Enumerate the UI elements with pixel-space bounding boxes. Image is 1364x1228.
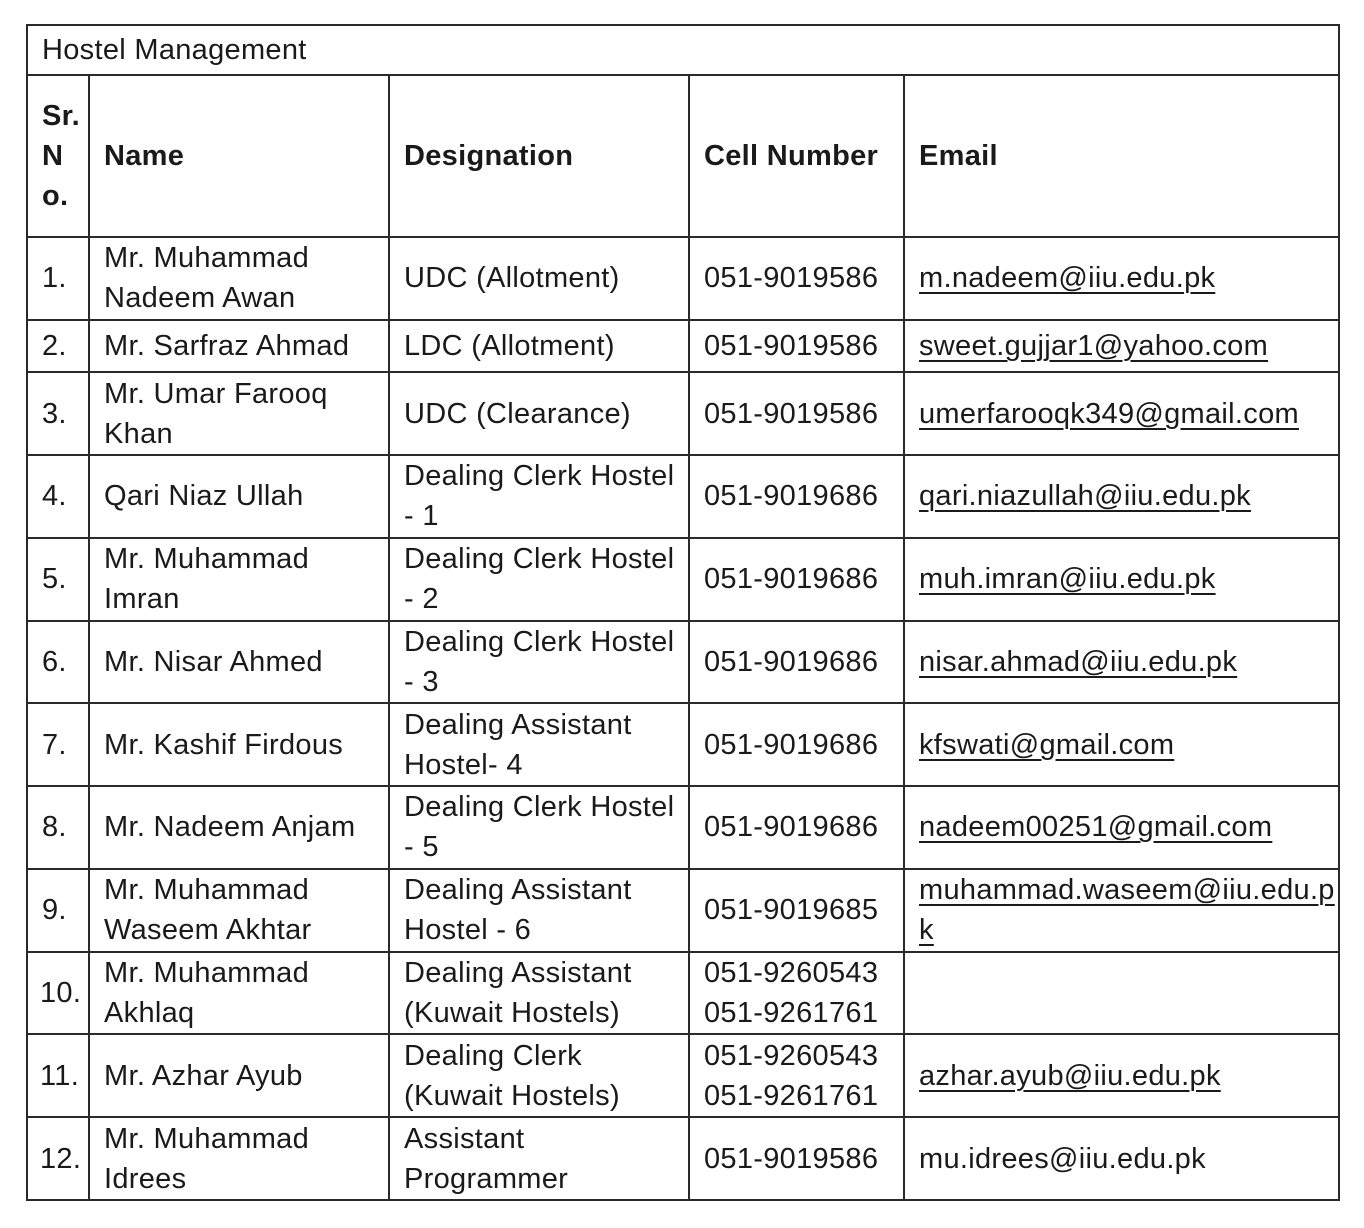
row-sr: 5. [27,538,89,621]
row-phone [689,237,904,320]
row-name: Mr. Umar Farooq Khan [89,372,389,455]
row-phone [689,786,904,869]
row-phone [689,952,904,1035]
table-row [27,621,1339,704]
row-email [904,1034,1339,1117]
table-row [27,869,1339,952]
table-row [27,952,1339,1035]
phone-number: 051-9019586 [704,262,879,295]
email-link[interactable]: nadeem00251@gmail.com [919,811,1273,844]
row-designation: Dealing Assistant Hostel - 6 [389,869,689,952]
email-link[interactable]: qari.niazullah@iiu.edu.pk [919,480,1251,513]
row-name: Mr. Muhammad Idrees [89,1117,389,1200]
row-phone [689,1117,904,1200]
phone-number: 051-9019686 [704,480,879,513]
row-email [904,1117,1339,1200]
row-designation: Dealing Clerk Hostel - 3 [389,621,689,704]
row-phone [689,1034,904,1117]
phone-number: 051-9019686 [704,563,879,596]
row-sr: 4. [27,455,89,538]
row-designation: UDC (Allotment) [389,237,689,320]
row-email [904,237,1339,320]
phone-number-secondary: 051-9261761 [704,1079,879,1112]
row-designation: UDC (Clearance) [389,372,689,455]
row-name: Mr. Azhar Ayub [89,1034,389,1117]
row-name: Mr. Muhammad Waseem Akhtar [89,869,389,952]
row-sr: 8. [27,786,89,869]
row-name: Mr. Muhammad Nadeem Awan [89,237,389,320]
row-email [904,786,1339,869]
staff-table [26,24,1340,1201]
table-row [27,786,1339,869]
hostel-management-sheet [26,24,1338,1201]
phone-number: 051-9019685 [704,894,879,927]
row-name: Mr. Muhammad Akhlaq [89,952,389,1035]
row-email [904,372,1339,455]
row-sr: 10. [27,952,89,1035]
header-name: Name [89,75,389,237]
header-sr-no: Sr. No. [27,75,89,237]
row-sr: 3. [27,372,89,455]
row-designation: Dealing Clerk Hostel - 2 [389,538,689,621]
row-email [904,455,1339,538]
row-sr: 9. [27,869,89,952]
email-link[interactable]: muhammad.waseem@iiu.edu.pk [919,874,1335,947]
phone-number: 051-9260543 [704,956,879,989]
row-designation: Dealing Clerk Hostel - 5 [389,786,689,869]
row-designation: Assistant Programmer [389,1117,689,1200]
row-phone [689,372,904,455]
row-designation: Dealing Clerk (Kuwait Hostels) [389,1034,689,1117]
row-phone [689,621,904,704]
row-phone [689,320,904,372]
row-sr: 1. [27,237,89,320]
row-phone [689,703,904,786]
table-row [27,1034,1339,1117]
row-email [904,538,1339,621]
table-row [27,372,1339,455]
row-phone [689,869,904,952]
email-link[interactable]: nisar.ahmad@iiu.edu.pk [919,645,1238,678]
email-link[interactable]: umerfarooqk349@gmail.com [919,397,1299,430]
row-email [904,869,1339,952]
table-row [27,538,1339,621]
row-designation: Dealing Clerk Hostel - 1 [389,455,689,538]
row-sr: 7. [27,703,89,786]
row-phone [689,455,904,538]
email-link[interactable]: azhar.ayub@iiu.edu.pk [919,1059,1221,1092]
email-link[interactable]: sweet.gujjar1@yahoo.com [919,330,1269,362]
row-sr: 11. [27,1034,89,1117]
row-sr: 2. [27,320,89,372]
row-email [904,621,1339,704]
row-name: Mr. Nisar Ahmed [89,621,389,704]
row-email [904,320,1339,372]
row-name: Mr. Muhammad Imran [89,538,389,621]
email-link[interactable]: muh.imran@iiu.edu.pk [919,563,1216,596]
phone-number: 051-9019686 [704,728,879,761]
row-designation: LDC (Allotment) [389,320,689,372]
phone-number: 051-9260543 [704,1039,879,1072]
row-sr: 6. [27,621,89,704]
phone-number: 051-9019686 [704,811,879,844]
phone-number: 051-9019686 [704,645,879,678]
phone-number: 051-9019586 [704,330,879,362]
table-row [27,703,1339,786]
table-title: Hostel Management [27,25,1339,75]
email-link[interactable]: m.nadeem@iiu.edu.pk [919,262,1216,295]
row-email [904,952,1339,1035]
row-email [904,703,1339,786]
table-row [27,1117,1339,1200]
table-row [27,320,1339,372]
email-text: mu.idrees@iiu.edu.pk [919,1142,1206,1175]
row-phone [689,538,904,621]
row-name: Qari Niaz Ullah [89,455,389,538]
row-sr: 12. [27,1117,89,1200]
row-designation: Dealing Assistant Hostel- 4 [389,703,689,786]
row-designation: Dealing Assistant (Kuwait Hostels) [389,952,689,1035]
table-row [27,237,1339,320]
header-row [27,75,1339,237]
row-name: Mr. Nadeem Anjam [89,786,389,869]
row-name: Mr. Sarfraz Ahmad [89,320,389,372]
phone-number: 051-9019586 [704,1142,879,1175]
row-name: Mr. Kashif Firdous [89,703,389,786]
header-cell-number: Cell Number [689,75,904,237]
header-designation: Designation [389,75,689,237]
email-link[interactable]: kfswati@gmail.com [919,728,1175,761]
header-email: Email [904,75,1339,237]
phone-number-secondary: 051-9261761 [704,996,879,1029]
table-row [27,455,1339,538]
phone-number: 051-9019586 [704,397,879,430]
